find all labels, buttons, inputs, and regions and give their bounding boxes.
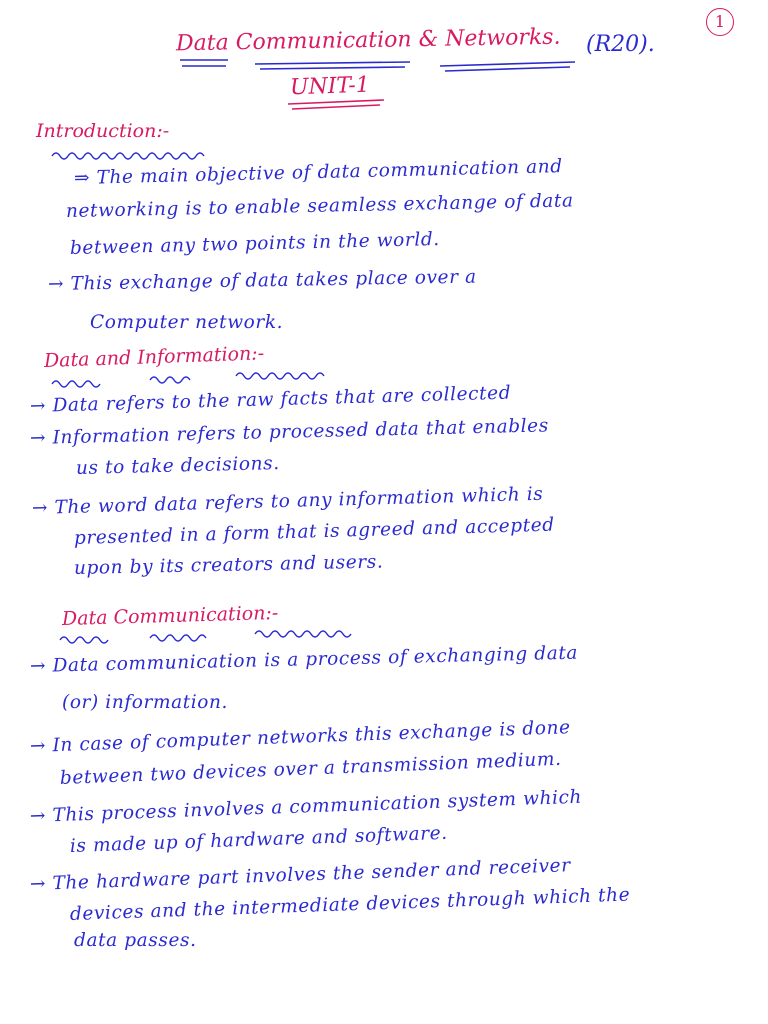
data-info-wavy-underline-1	[52, 381, 100, 387]
data-comm-line-3: → In case of computer networks this exchange is done	[29, 717, 571, 757]
introduction-line-3: between any two points in the world.	[69, 228, 441, 259]
data-comm-wavy-underline-3	[255, 631, 351, 637]
data-comm-line-4: between two devices over a transmission medium.	[59, 748, 562, 789]
introduction-heading: Introduction:-	[36, 120, 170, 142]
data-comm-line-9: data passes.	[74, 930, 197, 951]
data-info-line-1: → Data refers to the raw facts that are collected	[29, 382, 512, 417]
data-info-wavy-underline-2	[150, 377, 190, 383]
data-info-line-2: → Information refers to processed data that enables	[29, 415, 550, 449]
data-comm-line-6: is made up of hardware and software.	[69, 822, 449, 857]
data-comm-wavy-underline-1	[60, 637, 108, 643]
introduction-wavy-underline	[52, 153, 204, 159]
data-info-wavy-underline-3	[236, 373, 324, 379]
page-number: 1	[706, 8, 734, 36]
page-title: Data Communication & Networks.	[175, 24, 561, 57]
introduction-line-1: ⇒ The main objective of data communication and	[73, 156, 563, 189]
unit-heading: UNIT-1	[289, 72, 371, 101]
data-comm-line-1: → Data communication is a process of exchanging data	[29, 642, 579, 677]
unit-underline	[288, 100, 384, 109]
data-comm-line-8: devices and the intermediate devices through which the	[69, 884, 631, 925]
data-info-line-4: → The word data refers to any information which is	[31, 483, 544, 519]
data-comm-line-7: → The hardware part involves the sender and receiver	[29, 855, 571, 895]
data-info-line-6: upon by its creators and users.	[73, 551, 384, 579]
introduction-line-2: networking is to enable seamless exchange of data	[65, 190, 574, 222]
title-code: (R20).	[586, 32, 655, 57]
introduction-line-4: → This exchange of data takes place over a	[47, 266, 477, 295]
title-underline	[180, 60, 575, 71]
introduction-line-5: Computer network.	[90, 312, 284, 333]
data-comm-wavy-underline-2	[150, 635, 206, 641]
data-info-heading: Data and Information:-	[43, 342, 265, 372]
data-info-line-3: us to take decisions.	[75, 453, 280, 479]
data-comm-heading: Data Communication:-	[61, 601, 279, 630]
data-comm-line-5: → This process involves a communication system which	[29, 786, 583, 827]
data-comm-line-2: (or) information.	[62, 692, 229, 713]
data-info-line-5: presented in a form that is agreed and accepted	[73, 514, 556, 549]
